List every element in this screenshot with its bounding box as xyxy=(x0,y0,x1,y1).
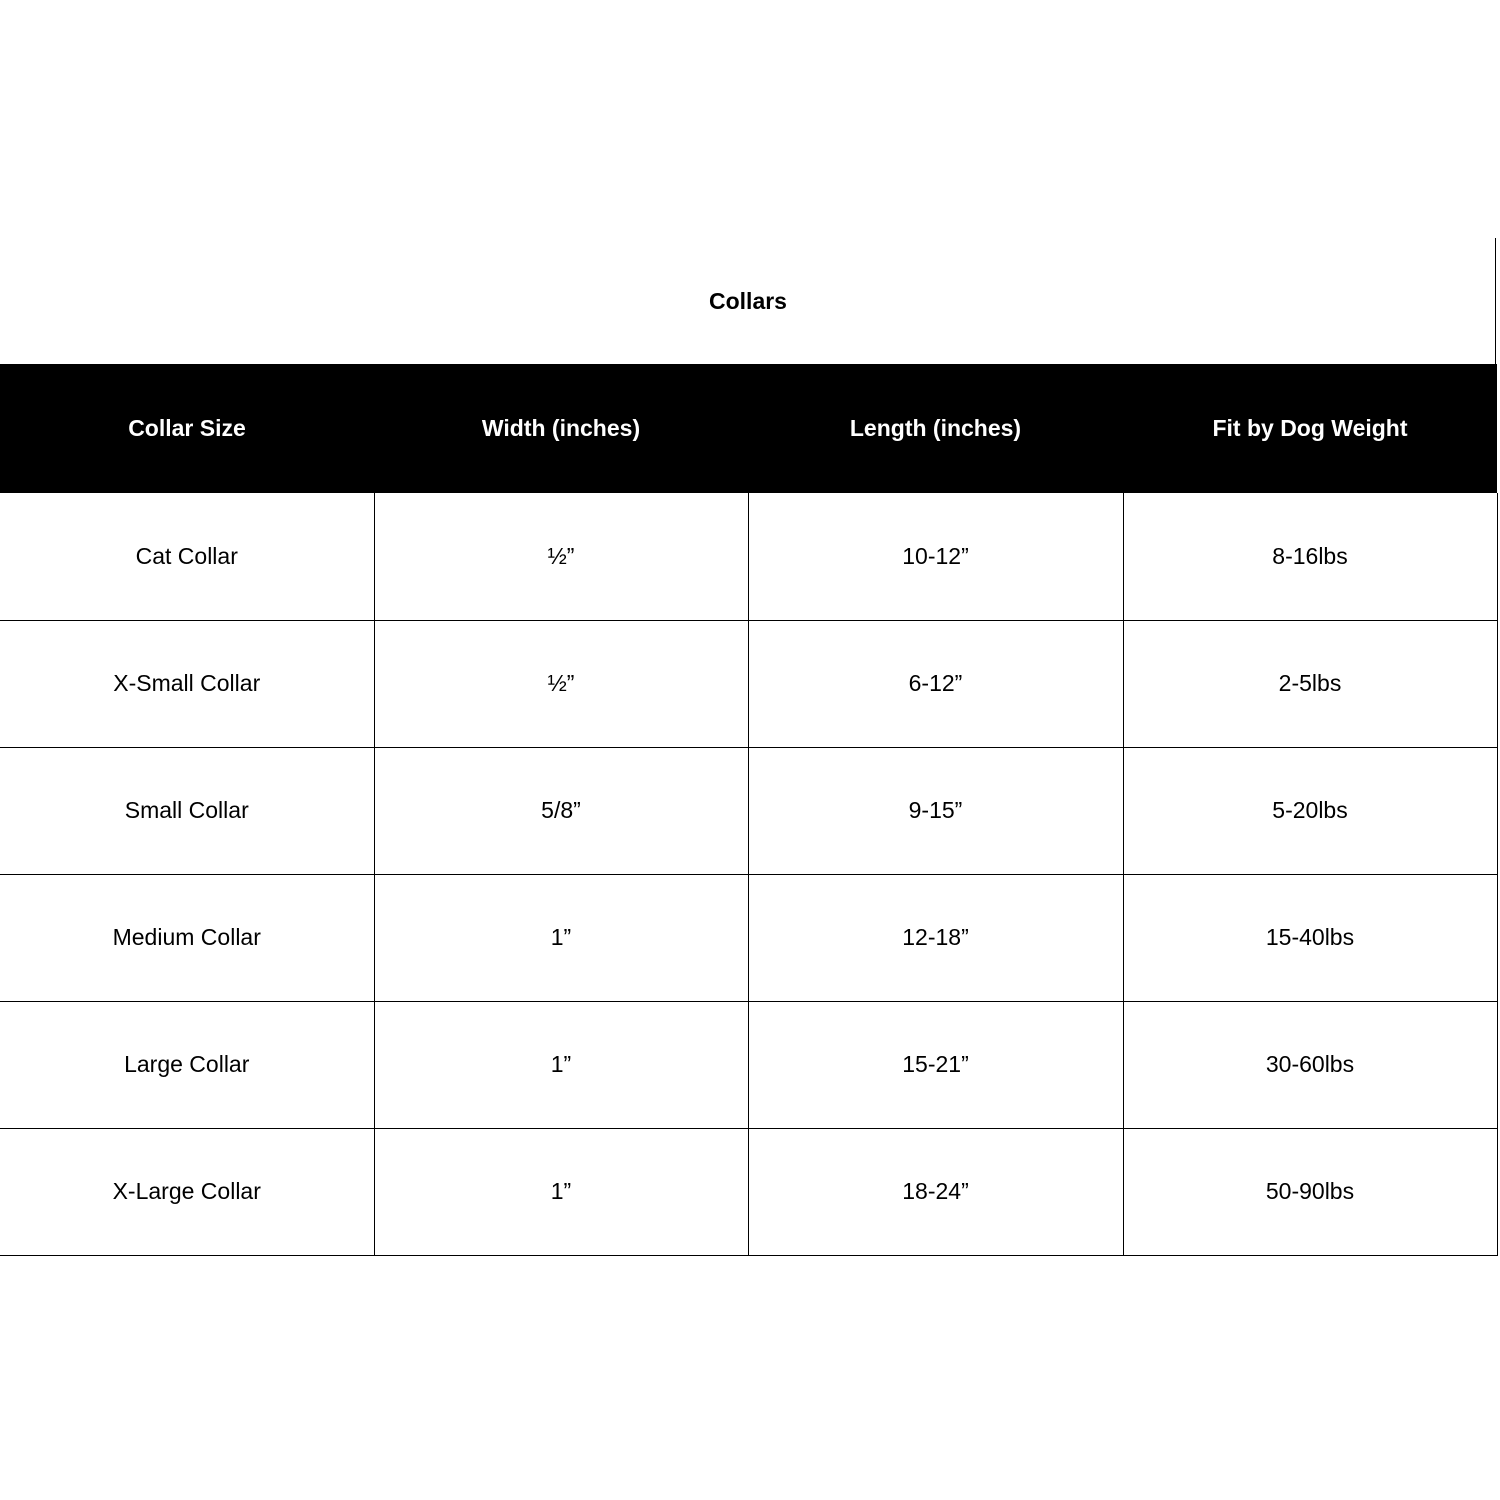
cell-length: 9-15” xyxy=(748,747,1123,874)
table-body xyxy=(0,493,1497,1255)
cell-collar-size: Small Collar xyxy=(0,747,374,874)
cell-width: 1” xyxy=(374,1001,748,1128)
cell-collar-size: Medium Collar xyxy=(0,874,374,1001)
cell-width: 1” xyxy=(374,1128,748,1255)
table-row xyxy=(0,874,1497,1001)
cell-width: ½” xyxy=(374,620,748,747)
cell-collar-size: X-Small Collar xyxy=(0,620,374,747)
cell-collar-size: Cat Collar xyxy=(0,493,374,620)
cell-fit-by-weight: 8-16lbs xyxy=(1123,493,1497,620)
cell-collar-size: X-Large Collar xyxy=(0,1128,374,1255)
cell-fit-by-weight: 30-60lbs xyxy=(1123,1001,1497,1128)
cell-fit-by-weight: 15-40lbs xyxy=(1123,874,1497,1001)
cell-length: 6-12” xyxy=(748,620,1123,747)
cell-width: 5/8” xyxy=(374,747,748,874)
table-header xyxy=(0,364,1497,493)
cell-fit-by-weight: 50-90lbs xyxy=(1123,1128,1497,1255)
cell-length: 18-24” xyxy=(748,1128,1123,1255)
header-width: Width (inches) xyxy=(374,364,748,493)
header-length: Length (inches) xyxy=(748,364,1123,493)
cell-length: 10-12” xyxy=(748,493,1123,620)
cell-collar-size: Large Collar xyxy=(0,1001,374,1128)
header-fit-by-weight: Fit by Dog Weight xyxy=(1123,364,1497,493)
header-row xyxy=(0,364,1497,493)
cell-width: 1” xyxy=(374,874,748,1001)
table-row xyxy=(0,1001,1497,1128)
title-area xyxy=(0,238,1496,364)
cell-width: ½” xyxy=(374,493,748,620)
table-title: Collars xyxy=(709,288,787,314)
table-row xyxy=(0,620,1497,747)
table-row xyxy=(0,747,1497,874)
collar-size-table xyxy=(0,364,1498,1256)
cell-fit-by-weight: 5-20lbs xyxy=(1123,747,1497,874)
cell-length: 15-21” xyxy=(748,1001,1123,1128)
cell-fit-by-weight: 2-5lbs xyxy=(1123,620,1497,747)
table-row xyxy=(0,1128,1497,1255)
header-collar-size: Collar Size xyxy=(0,364,374,493)
cell-length: 12-18” xyxy=(748,874,1123,1001)
table-row xyxy=(0,493,1497,620)
